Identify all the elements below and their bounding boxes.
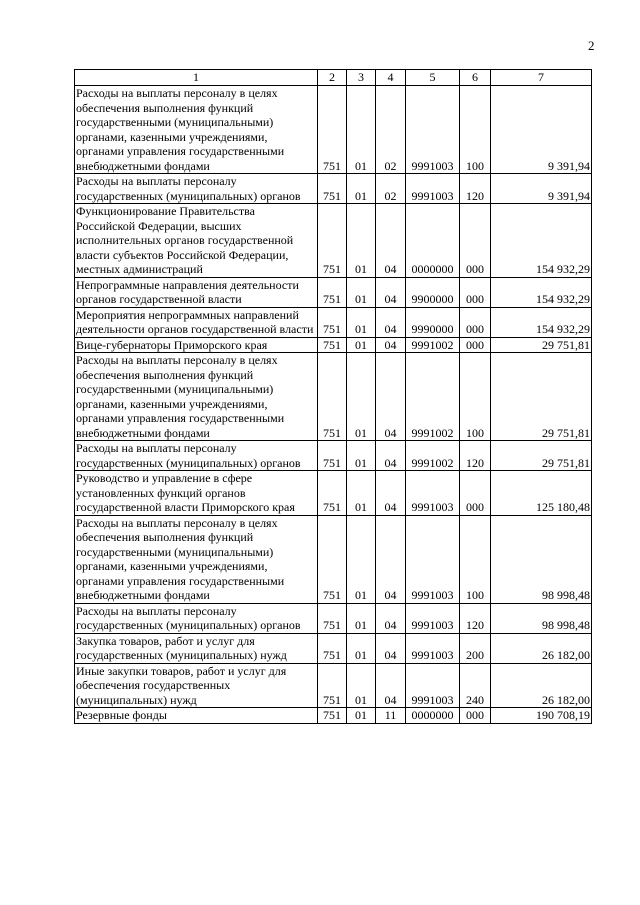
cell-subsection-code: 02 [376, 174, 406, 204]
cell-target-article-code: 9991002 [406, 353, 460, 441]
table-row [75, 337, 592, 353]
table-row [75, 708, 592, 724]
table-row [75, 353, 592, 441]
cell-ministry-code: 751 [318, 633, 347, 663]
cell-section-code: 01 [347, 633, 376, 663]
header-cell-ministry: 2 [318, 70, 347, 86]
cell-section-code: 01 [347, 603, 376, 633]
cell-amount: 125 180,48 [491, 471, 592, 516]
cell-subsection-code: 04 [376, 471, 406, 516]
table-row [75, 277, 592, 307]
cell-target-article-code: 9990000 [406, 307, 460, 337]
cell-expense-type-code: 100 [460, 515, 491, 603]
cell-target-article-code: 9900000 [406, 277, 460, 307]
cell-subsection-code: 04 [376, 307, 406, 337]
cell-description: Расходы на выплаты персоналу государственных (муниципальных) органов [75, 441, 318, 471]
table-row [75, 663, 592, 708]
cell-target-article-code: 9991003 [406, 633, 460, 663]
cell-target-article-code: 0000000 [406, 708, 460, 724]
cell-description: Расходы на выплаты персоналу в целях обеспечения выполнения функций государственными (муниципальными) органами, казенными учреждениями, органами управления государственными внебюджетными фондами [75, 515, 318, 603]
cell-ministry-code: 751 [318, 277, 347, 307]
cell-amount: 29 751,81 [491, 337, 592, 353]
table-row [75, 204, 592, 278]
header-cell-expense-type: 6 [460, 70, 491, 86]
cell-description: Мероприятия непрограммных направлений деятельности органов государственной власти [75, 307, 318, 337]
cell-subsection-code: 04 [376, 663, 406, 708]
cell-subsection-code: 02 [376, 86, 406, 174]
cell-section-code: 01 [347, 353, 376, 441]
cell-section-code: 01 [347, 441, 376, 471]
cell-description: Непрограммные направления деятельности органов государственной власти [75, 277, 318, 307]
cell-amount: 9 391,94 [491, 86, 592, 174]
cell-section-code: 01 [347, 337, 376, 353]
header-cell-amount: 7 [491, 70, 592, 86]
cell-section-code: 01 [347, 663, 376, 708]
table-row [75, 633, 592, 663]
table-row [75, 515, 592, 603]
cell-target-article-code: 9991002 [406, 441, 460, 471]
budget-table [74, 69, 592, 724]
cell-ministry-code: 751 [318, 471, 347, 516]
cell-target-article-code: 9991003 [406, 603, 460, 633]
cell-target-article-code: 9991003 [406, 86, 460, 174]
cell-section-code: 01 [347, 277, 376, 307]
cell-section-code: 01 [347, 204, 376, 278]
cell-amount: 154 932,29 [491, 307, 592, 337]
cell-subsection-code: 04 [376, 204, 406, 278]
cell-ministry-code: 751 [318, 204, 347, 278]
cell-subsection-code: 04 [376, 337, 406, 353]
cell-ministry-code: 751 [318, 174, 347, 204]
cell-target-article-code: 9991003 [406, 174, 460, 204]
cell-section-code: 01 [347, 708, 376, 724]
cell-ministry-code: 751 [318, 663, 347, 708]
table-body [75, 86, 592, 724]
cell-ministry-code: 751 [318, 86, 347, 174]
table-row [75, 86, 592, 174]
cell-expense-type-code: 240 [460, 663, 491, 708]
cell-target-article-code: 9991003 [406, 663, 460, 708]
cell-description: Иные закупки товаров, работ и услуг для обеспечения государственных (муниципальных) нужд [75, 663, 318, 708]
cell-amount: 29 751,81 [491, 353, 592, 441]
cell-description: Расходы на выплаты персоналу в целях обеспечения выполнения функций государственными (муниципальными) органами, казенными учреждениями, органами управления государственными внебюджетными фондами [75, 86, 318, 174]
cell-expense-type-code: 000 [460, 277, 491, 307]
cell-section-code: 01 [347, 515, 376, 603]
header-cell-description: 1 [75, 70, 318, 86]
cell-ministry-code: 751 [318, 603, 347, 633]
header-cell-target-article: 5 [406, 70, 460, 86]
page-number: 2 [588, 38, 595, 53]
cell-ministry-code: 751 [318, 441, 347, 471]
cell-expense-type-code: 120 [460, 174, 491, 204]
cell-target-article-code: 9991003 [406, 471, 460, 516]
cell-amount: 26 182,00 [491, 633, 592, 663]
cell-subsection-code: 04 [376, 277, 406, 307]
cell-ministry-code: 751 [318, 307, 347, 337]
cell-subsection-code: 04 [376, 515, 406, 603]
table-row [75, 603, 592, 633]
cell-expense-type-code: 200 [460, 633, 491, 663]
cell-description: Функционирование Правительства Российской Федерации, высших исполнительных органов государственной власти субъектов Российской Федерации, местных администраций [75, 204, 318, 278]
cell-amount: 154 932,29 [491, 204, 592, 278]
cell-expense-type-code: 000 [460, 307, 491, 337]
cell-amount: 154 932,29 [491, 277, 592, 307]
cell-amount: 190 708,19 [491, 708, 592, 724]
cell-subsection-code: 04 [376, 633, 406, 663]
cell-amount: 98 998,48 [491, 515, 592, 603]
cell-section-code: 01 [347, 86, 376, 174]
cell-expense-type-code: 000 [460, 708, 491, 724]
header-row [75, 70, 592, 86]
cell-target-article-code: 0000000 [406, 204, 460, 278]
cell-expense-type-code: 000 [460, 204, 491, 278]
cell-amount: 9 391,94 [491, 174, 592, 204]
cell-subsection-code: 04 [376, 441, 406, 471]
cell-description: Руководство и управление в сфере установленных функций органов государственной власти Приморского края [75, 471, 318, 516]
cell-section-code: 01 [347, 471, 376, 516]
header-cell-subsection: 4 [376, 70, 406, 86]
cell-amount: 26 182,00 [491, 663, 592, 708]
cell-target-article-code: 9991002 [406, 337, 460, 353]
cell-description: Закупка товаров, работ и услуг для государственных (муниципальных) нужд [75, 633, 318, 663]
cell-ministry-code: 751 [318, 708, 347, 724]
cell-subsection-code: 04 [376, 353, 406, 441]
cell-expense-type-code: 120 [460, 603, 491, 633]
cell-expense-type-code: 000 [460, 471, 491, 516]
cell-description: Расходы на выплаты персоналу государственных (муниципальных) органов [75, 174, 318, 204]
cell-amount: 29 751,81 [491, 441, 592, 471]
cell-ministry-code: 751 [318, 353, 347, 441]
cell-description: Вице-губернаторы Приморского края [75, 337, 318, 353]
header-cell-section: 3 [347, 70, 376, 86]
table-row [75, 307, 592, 337]
cell-description: Расходы на выплаты персоналу государственных (муниципальных) органов [75, 603, 318, 633]
cell-section-code: 01 [347, 174, 376, 204]
cell-section-code: 01 [347, 307, 376, 337]
cell-description: Резервные фонды [75, 708, 318, 724]
cell-description: Расходы на выплаты персоналу в целях обеспечения выполнения функций государственными (муниципальными) органами, казенными учреждениями, органами управления государственными внебюджетными фондами [75, 353, 318, 441]
table-row [75, 174, 592, 204]
cell-ministry-code: 751 [318, 337, 347, 353]
cell-target-article-code: 9991003 [406, 515, 460, 603]
table-row [75, 471, 592, 516]
cell-amount: 98 998,48 [491, 603, 592, 633]
cell-expense-type-code: 120 [460, 441, 491, 471]
table-row [75, 441, 592, 471]
cell-ministry-code: 751 [318, 515, 347, 603]
table-header [75, 70, 592, 86]
cell-subsection-code: 11 [376, 708, 406, 724]
cell-subsection-code: 04 [376, 603, 406, 633]
cell-expense-type-code: 100 [460, 86, 491, 174]
cell-expense-type-code: 100 [460, 353, 491, 441]
cell-expense-type-code: 000 [460, 337, 491, 353]
